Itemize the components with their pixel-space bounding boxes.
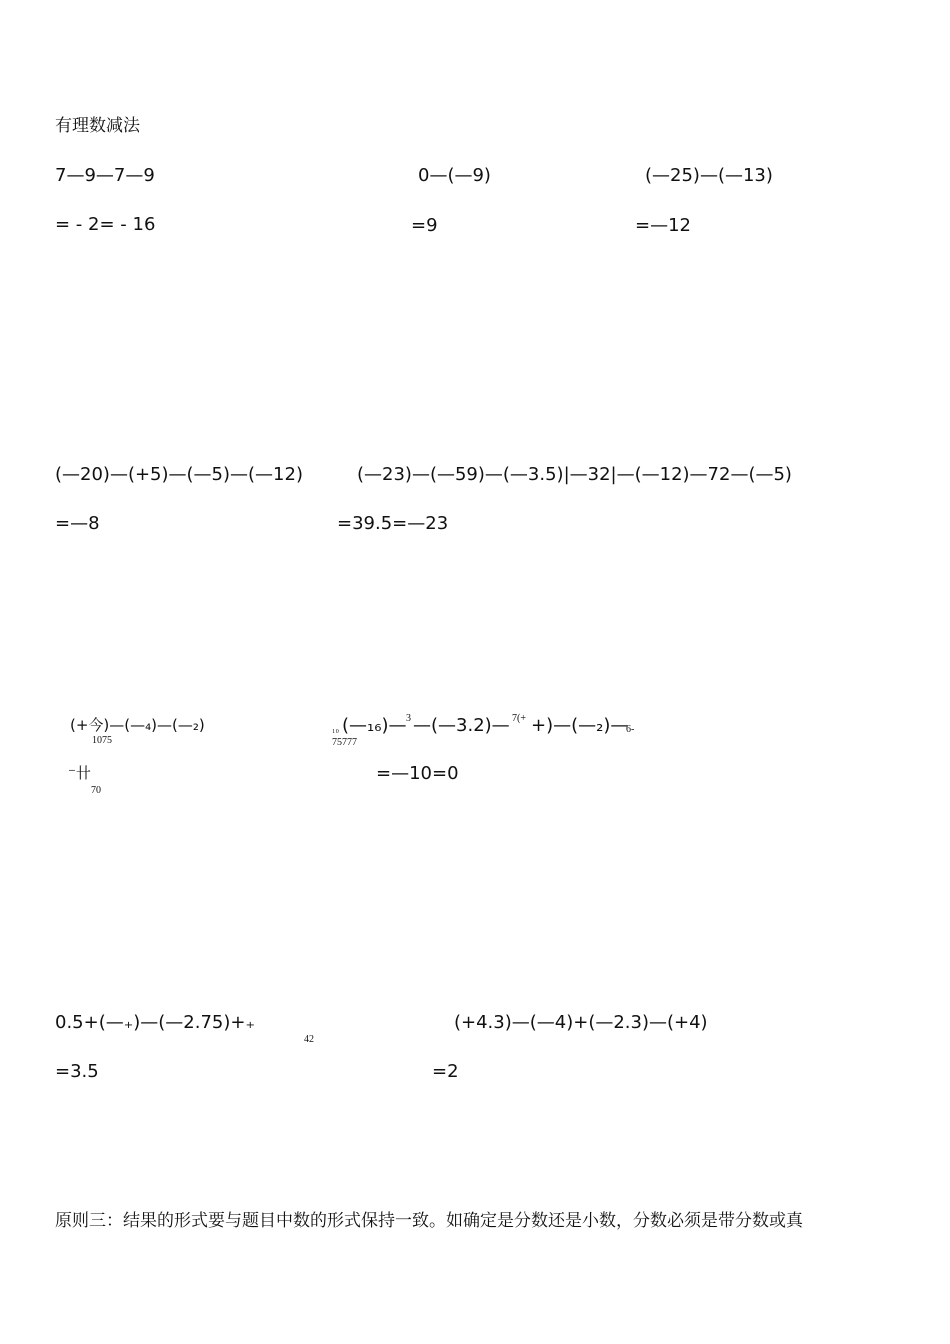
problem-6-result: ⁻卄 xyxy=(68,764,91,782)
problem-7-tail: 6- xyxy=(626,724,635,735)
problem-7-expression-c: +)—(—₂)— xyxy=(531,715,629,736)
problem-9-expression: (+4.3)—(—4)+(—2.3)—(+4) xyxy=(454,1012,708,1033)
problem-1-expression: 7—9—7—9 xyxy=(55,165,155,186)
problem-4-result: =—8 xyxy=(55,513,100,534)
problem-5-expression: (—23)—(—59)—(—3.5)|—32|—(—12)—72—(—5) xyxy=(357,464,792,485)
page-title: 有理数减法 xyxy=(55,116,140,136)
problem-6-expression: (+今)—(—₄)—(—₂) xyxy=(70,716,205,734)
problem-6-result-subscript: 70 xyxy=(91,785,101,796)
problem-1-result: = - 2= - 16 xyxy=(55,214,156,235)
problem-7-superscript-2: 7(+ xyxy=(512,713,526,724)
problem-6-subscript: 1075 xyxy=(92,735,112,746)
principle-three-text: 原则三：结果的形式要与题目中数的形式保持一致。如确定是分数还是小数，分数必须是带分数或真 xyxy=(55,1211,803,1231)
problem-7-prefix: ₁₀ xyxy=(332,723,339,734)
problem-2-expression: 0—(—9) xyxy=(418,165,491,186)
problem-3-expression: (—25)—(—13) xyxy=(645,165,773,186)
problem-3-result: =—12 xyxy=(635,215,691,236)
problem-9-result: =2 xyxy=(432,1061,459,1082)
problem-8-result: =3.5 xyxy=(55,1061,99,1082)
problem-7-expression-a: (—₁₆)— xyxy=(342,715,407,736)
problem-2-result: =9 xyxy=(411,215,438,236)
problem-7-superscript-1: 3 xyxy=(406,713,411,724)
problem-5-result: =39.5=—23 xyxy=(337,513,449,534)
problem-4-expression: (—20)—(+5)—(—5)—(—12) xyxy=(55,464,303,485)
problem-7-expression-b: —(—3.2)— xyxy=(413,715,510,736)
problem-7-subscript: 75777 xyxy=(332,737,357,748)
problem-8-expression: 0.5+(—₊)—(—2.75)+₊ xyxy=(55,1012,255,1033)
problem-7-result: =—10=0 xyxy=(376,763,459,784)
problem-8-subscript: 42 xyxy=(304,1034,314,1045)
